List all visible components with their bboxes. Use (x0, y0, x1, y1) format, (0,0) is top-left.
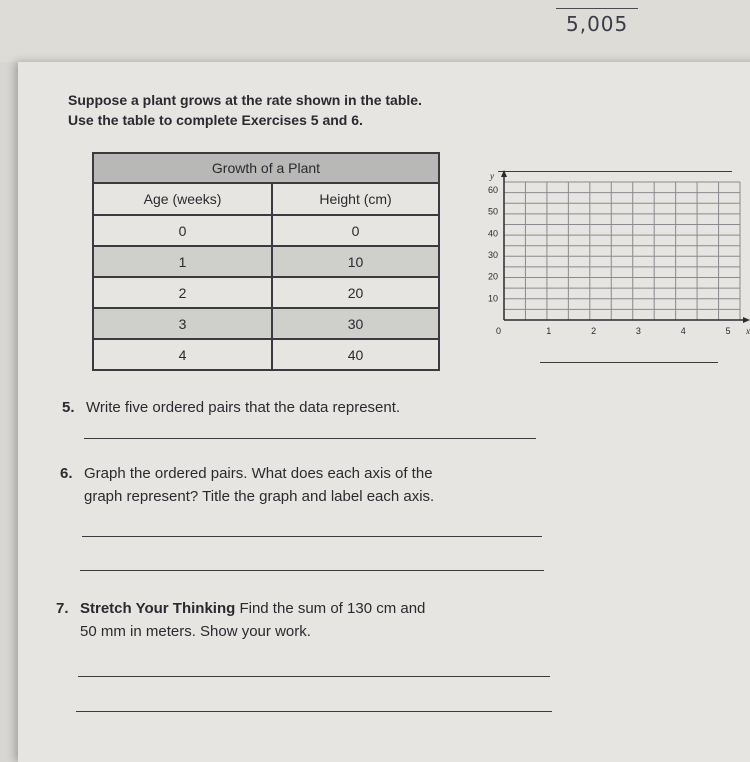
origin-label: 0 (496, 326, 502, 336)
question-7-heading: Stretch Your Thinking (80, 600, 236, 617)
x-tick-label: 2 (591, 326, 597, 336)
table-row (93, 339, 439, 370)
table-cell: 10 (272, 246, 439, 277)
answer-line-5[interactable] (84, 438, 536, 439)
y-tick-label: 20 (487, 271, 498, 282)
table-header-height: Height (cm) (272, 183, 439, 215)
table-header-age: Age (weeks) (93, 183, 272, 215)
table-cell: 40 (272, 339, 439, 370)
table-cell: 0 (272, 215, 439, 246)
x-axis-arrow (743, 317, 750, 323)
y-tick-label: 30 (487, 250, 498, 260)
answer-line-7a[interactable] (78, 676, 550, 677)
y-axis-arrow (501, 170, 507, 177)
question-7-text-2: 50 mm in meters. Show your work. (80, 623, 311, 640)
y-tick-label: 10 (487, 293, 498, 304)
question-6-number: 6. (60, 465, 73, 482)
y-axis-label: y (490, 171, 494, 181)
handwritten-underline (556, 8, 638, 9)
table-cell: 4 (93, 339, 272, 370)
table-cell: 30 (272, 308, 439, 339)
table-row (93, 215, 439, 246)
question-7-number: 7. (56, 600, 69, 617)
growth-table (92, 152, 440, 371)
x-tick-label: 5 (725, 326, 731, 336)
y-tick-label: 50 (487, 206, 498, 217)
page-top-edge (0, 0, 750, 62)
y-tick-label: 60 (487, 185, 498, 195)
x-tick-label: 4 (680, 326, 686, 336)
intro-line-1: Suppose a plant grows at the rate shown in the table. (68, 92, 422, 108)
table-cell: 20 (272, 277, 439, 308)
question-6 (60, 462, 434, 508)
question-5 (62, 396, 400, 419)
graph-grid (504, 182, 740, 320)
table-row (93, 246, 439, 277)
intro-text (68, 90, 422, 130)
table-title: Growth of a Plant (93, 153, 439, 183)
answer-line-7b[interactable] (76, 711, 552, 712)
table-cell: 3 (93, 308, 272, 339)
handwritten-note: 5,005 (566, 12, 629, 36)
x-axis-label: x (746, 326, 750, 336)
table-cell: 1 (93, 246, 272, 277)
question-7-text-1: Find the sum of 130 cm and (235, 600, 426, 617)
intro-line-2: Use the table to complete Exercises 5 and 6. (68, 112, 363, 128)
question-7 (56, 597, 425, 643)
table-row (93, 277, 439, 308)
answer-line-6a[interactable] (82, 536, 542, 537)
graph-svg (470, 168, 750, 378)
question-6-text-2: graph represent? Title the graph and label each axis. (84, 488, 435, 505)
graph-labels (488, 171, 750, 336)
table-row (93, 308, 439, 339)
answer-line-6b[interactable] (80, 570, 544, 571)
table-cell: 2 (93, 277, 272, 308)
y-tick-label: 40 (487, 228, 498, 239)
x-tick-label: 3 (635, 326, 641, 336)
question-5-text: Write five ordered pairs that the data represent. (86, 399, 401, 416)
blank-graph[interactable] (470, 168, 750, 378)
table-cell: 0 (93, 215, 272, 246)
x-tick-label: 1 (546, 326, 552, 336)
question-5-number: 5. (62, 399, 75, 416)
question-6-text-1: Graph the ordered pairs. What does each axis of the (84, 465, 433, 482)
